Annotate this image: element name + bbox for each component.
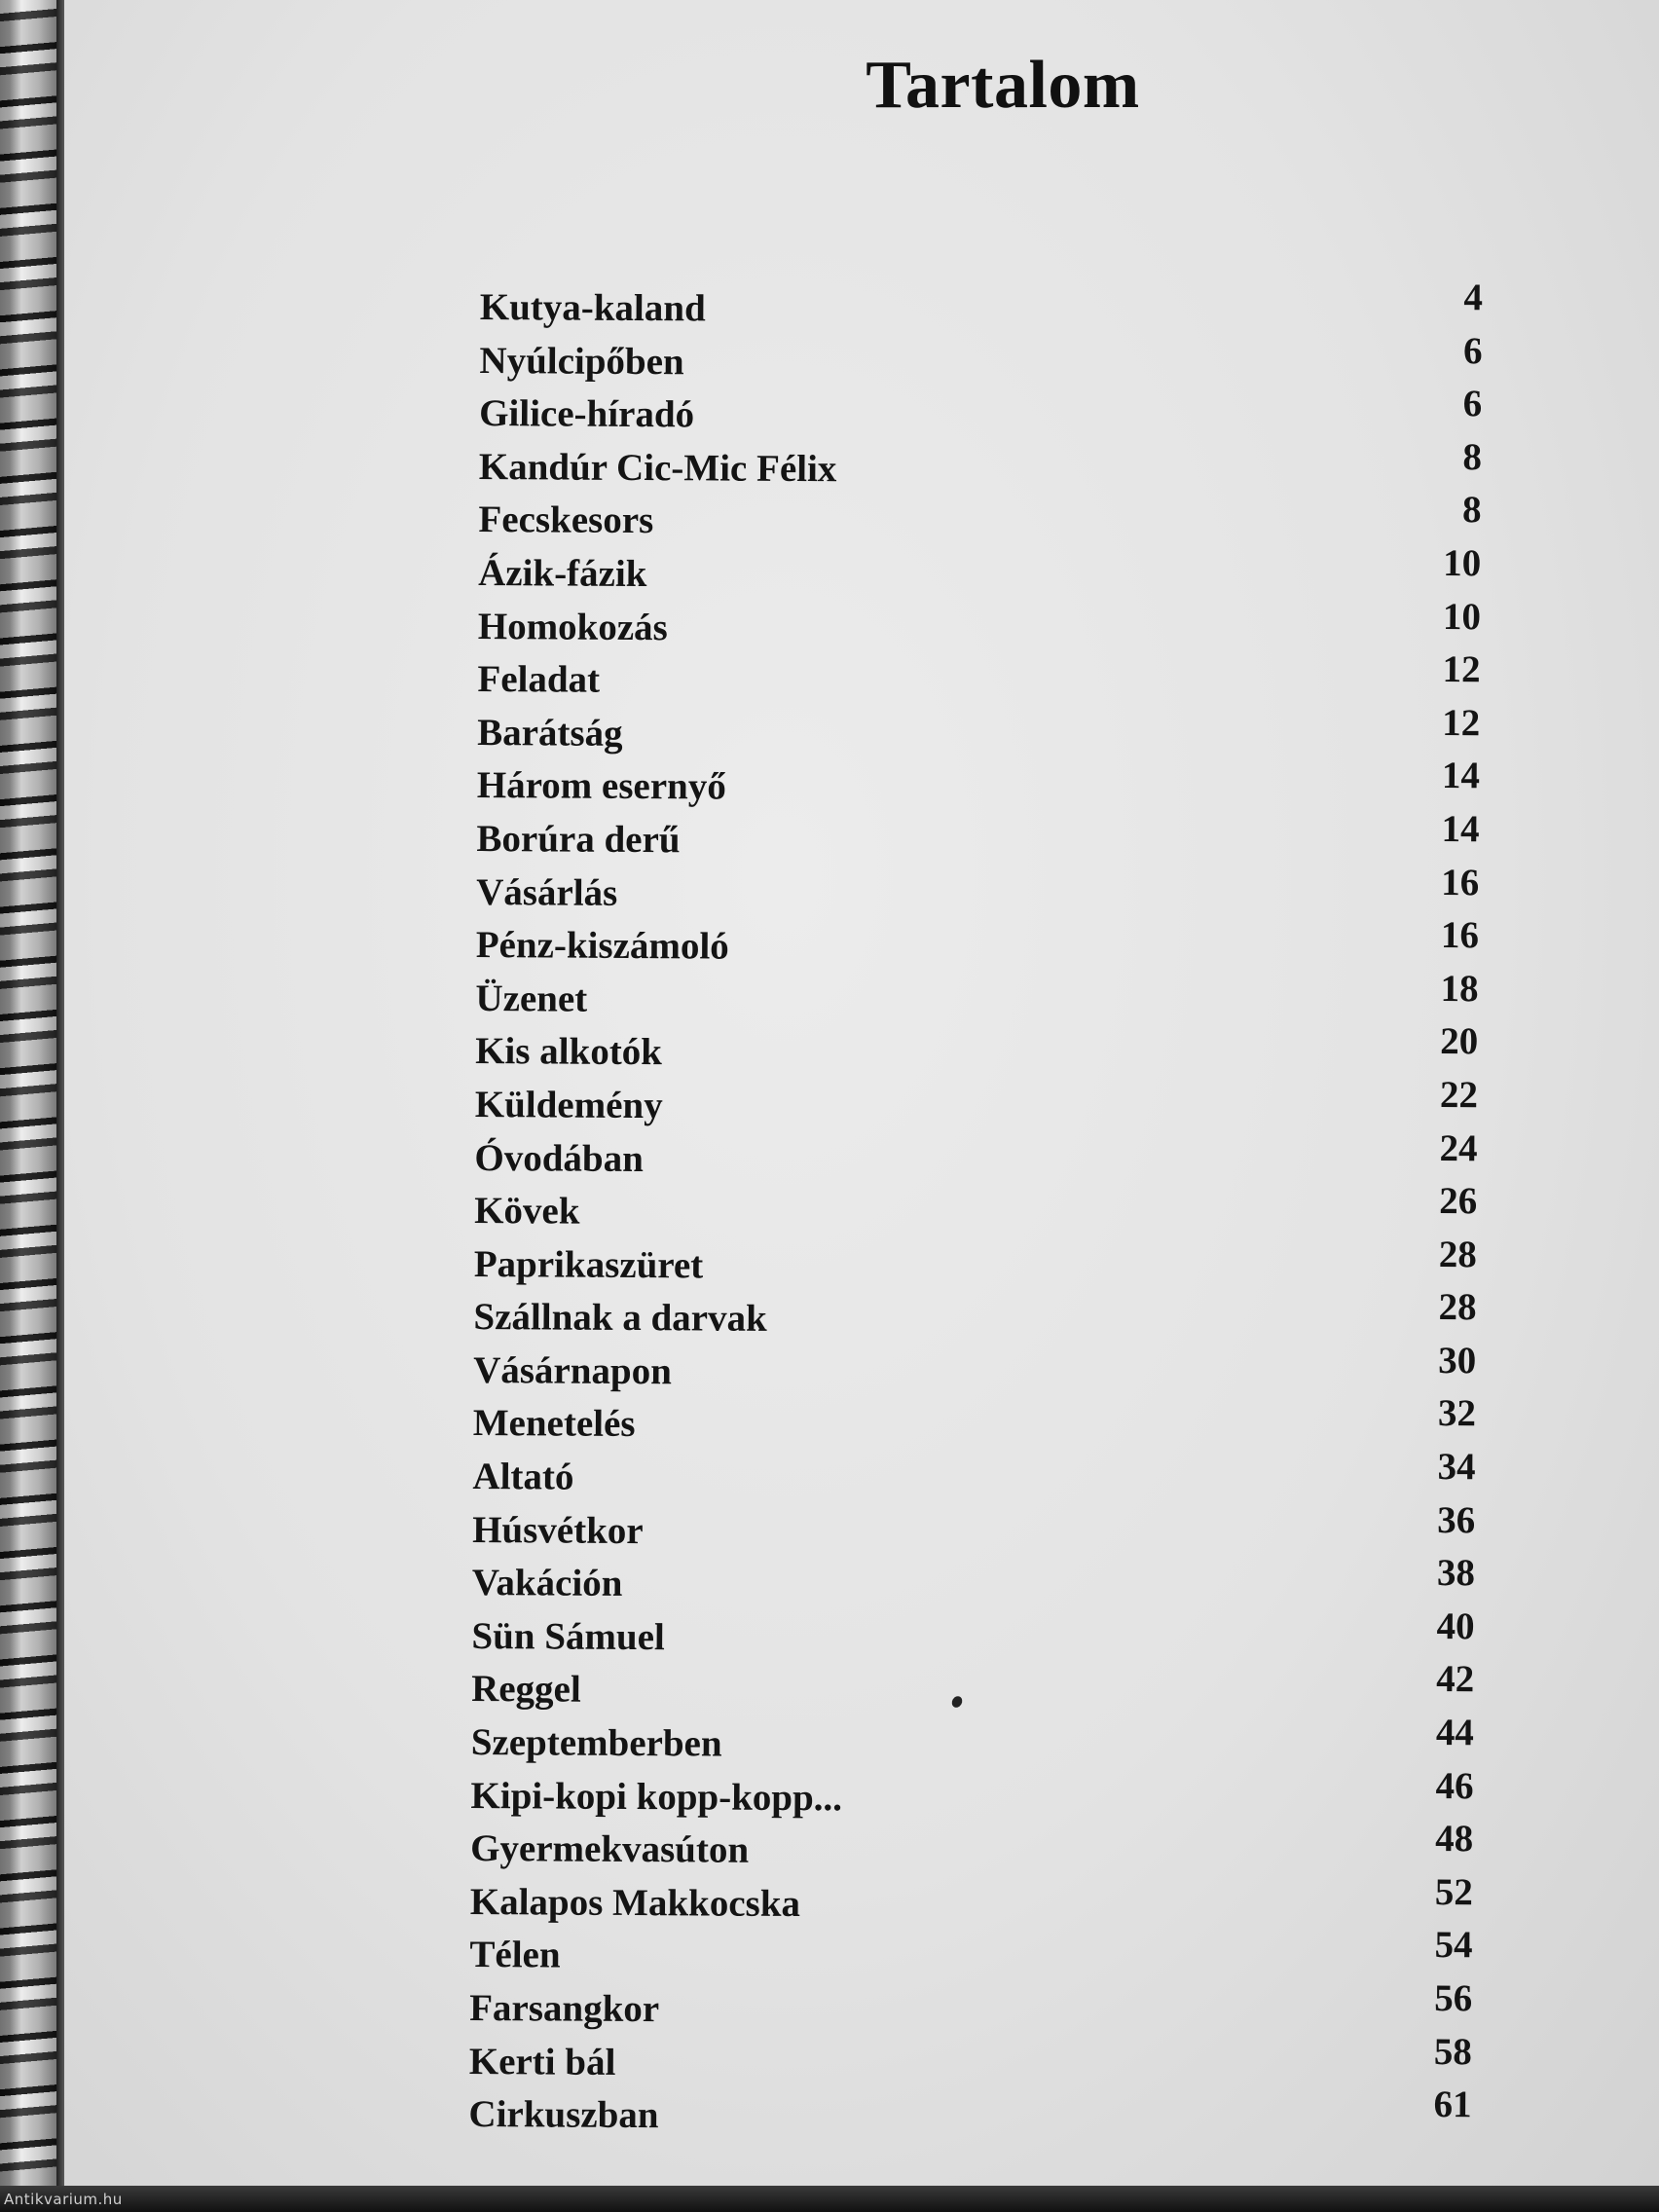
toc-entry-title: Kipi-kopi kopp-kopp... [470,1774,843,1819]
toc-entry-page-number: 16 [1440,914,1480,957]
toc-entry [470,1819,1473,1878]
toc-entry-title: Szállnak a darvak [473,1296,767,1341]
toc-entry-title: Gilice-híradó [479,392,695,436]
book-spine [0,0,62,2212]
toc-entry-title: Nyúlcipőben [479,339,684,383]
toc-entry-page-number: 6 [1462,383,1483,425]
toc-entry-title: Kandúr Cic-Mic Félix [478,445,837,491]
toc-entry-page-number: 28 [1438,1286,1477,1329]
toc-entry [471,1713,1474,1772]
toc-entry [474,1127,1477,1187]
toc-entry-title: Kutya-kaland [479,285,706,330]
toc-entry [476,915,1479,975]
toc-entry [478,490,1481,549]
toc-entry-title: Paprikaszüret [473,1242,704,1287]
toc-entry-page-number: 56 [1434,1977,1473,2020]
toc-entry [469,1978,1472,2038]
toc-entry-title: Feladat [477,658,601,701]
toc-entry-page-number: 54 [1434,1924,1473,1967]
toc-entry [478,597,1481,656]
toc-entry-page-number: 46 [1435,1764,1474,1807]
toc-entry-page-number: 10 [1443,542,1482,585]
toc-entry-page-number: 34 [1437,1446,1476,1489]
toc-entry [470,1872,1473,1932]
toc-entry [471,1606,1474,1666]
toc-entry [473,1393,1476,1453]
toc-entry-title: Kövek [474,1190,580,1233]
toc-entry [472,1553,1475,1612]
toc-entry-page-number: 4 [1463,276,1484,319]
toc-entry-page-number: 42 [1436,1658,1475,1701]
toc-entry [472,1447,1475,1506]
toc-entry-title: Pénz-kiszámoló [475,924,729,968]
toc-entry-page-number: 58 [1433,2030,1473,2073]
toc-entry-page-number: 18 [1440,967,1479,1010]
toc-entry-page-number: 38 [1436,1552,1476,1595]
toc-entry-title: Sün Sámuel [471,1614,665,1659]
bottom-edge [0,2186,1659,2212]
toc-entry [474,1235,1477,1294]
toc-entry [476,809,1479,868]
toc-entry-title: Vásárlás [476,870,618,914]
toc-entry [477,649,1480,709]
toc-entry [479,331,1482,390]
toc-entry-title: Szeptemberben [470,1721,722,1765]
toc-entry-page-number: 12 [1442,701,1481,745]
toc-entry [473,1341,1476,1400]
toc-entry [475,1075,1478,1134]
toc-entry-title: Óvodában [474,1136,645,1180]
toc-entry-title: Üzenet [475,977,588,1020]
toc-entry-page-number: 16 [1441,861,1480,903]
toc-entry [469,1925,1472,1984]
toc-entry-title: Télen [469,1934,561,1976]
toc-entry-title: Cirkuszban [468,2093,659,2137]
page-title: Tartalom [866,48,1140,123]
toc-entry-title: Vakáción [471,1562,623,1605]
toc-entry-page-number: 20 [1440,1020,1479,1063]
toc-entry-title: Homokozás [477,605,668,648]
toc-entry-title: Barátság [477,711,623,755]
toc-entry [475,969,1478,1028]
toc-entry-page-number: 52 [1434,1870,1474,1914]
toc-entry [473,1287,1476,1346]
toc-entry-page-number: 10 [1442,595,1482,638]
toc-entry-page-number: 61 [1433,2083,1472,2126]
toc-entry-page-number: 12 [1442,648,1481,691]
toc-entry-title: Küldemény [474,1083,663,1127]
toc-entry-title: Borúra derű [476,817,681,862]
toc-entry-page-number: 22 [1439,1073,1479,1117]
toc-entry [472,1500,1475,1560]
toc-entry-title: Kalapos Makkocska [469,1880,801,1925]
toc-entry [471,1659,1474,1718]
toc-entry-page-number: 8 [1462,435,1483,479]
toc-entry-page-number: 8 [1461,489,1482,532]
toc-entry-page-number: 32 [1437,1392,1477,1435]
toc-entry-page-number: 14 [1441,807,1480,851]
toc-entry [477,756,1480,815]
toc-entry [476,863,1479,922]
table-of-contents [468,277,1483,2144]
toc-entry-title: Kis alkotók [475,1030,663,1074]
toc-entry-title: Ázik-fázik [478,551,647,596]
toc-entry-title: Gyermekvasúton [470,1827,750,1871]
toc-entry-page-number: 44 [1435,1712,1475,1754]
toc-entry [469,2032,1472,2091]
toc-entry-title: Három esernyő [476,764,726,808]
toc-entry-page-number: 26 [1439,1180,1478,1223]
toc-entry-title: Menetelés [472,1402,636,1446]
spine-edge [56,0,64,2212]
toc-entry-title: Reggel [471,1668,581,1712]
toc-entry-title: Kerti bál [468,2040,616,2083]
toc-entry [480,277,1483,337]
toc-entry [479,437,1482,497]
toc-entry [479,384,1482,443]
toc-entry-title: Fecskesors [478,498,654,542]
toc-entry [468,2084,1471,2144]
toc-entry [477,703,1480,762]
toc-entry-page-number: 24 [1439,1126,1478,1169]
toc-entry-title: Altató [472,1456,574,1498]
toc-entry [474,1181,1477,1240]
book-page [64,0,1659,2186]
toc-entry-page-number: 14 [1441,755,1481,797]
toc-entry-title: Húsvétkor [472,1508,644,1552]
toc-entry-title: Vásárnapon [473,1348,673,1393]
toc-entry-page-number: 40 [1436,1604,1475,1648]
toc-entry-page-number: 48 [1435,1818,1474,1861]
toc-entry [478,543,1481,603]
toc-entry [470,1766,1473,1825]
toc-entry-page-number: 30 [1438,1339,1477,1382]
toc-entry [475,1021,1478,1081]
toc-entry-page-number: 6 [1462,329,1483,372]
toc-entry-page-number: 36 [1437,1498,1476,1541]
watermark: Antikvarium.hu [4,2191,123,2208]
toc-entry-page-number: 28 [1438,1233,1478,1275]
toc-entry-title: Farsangkor [469,1986,660,2031]
